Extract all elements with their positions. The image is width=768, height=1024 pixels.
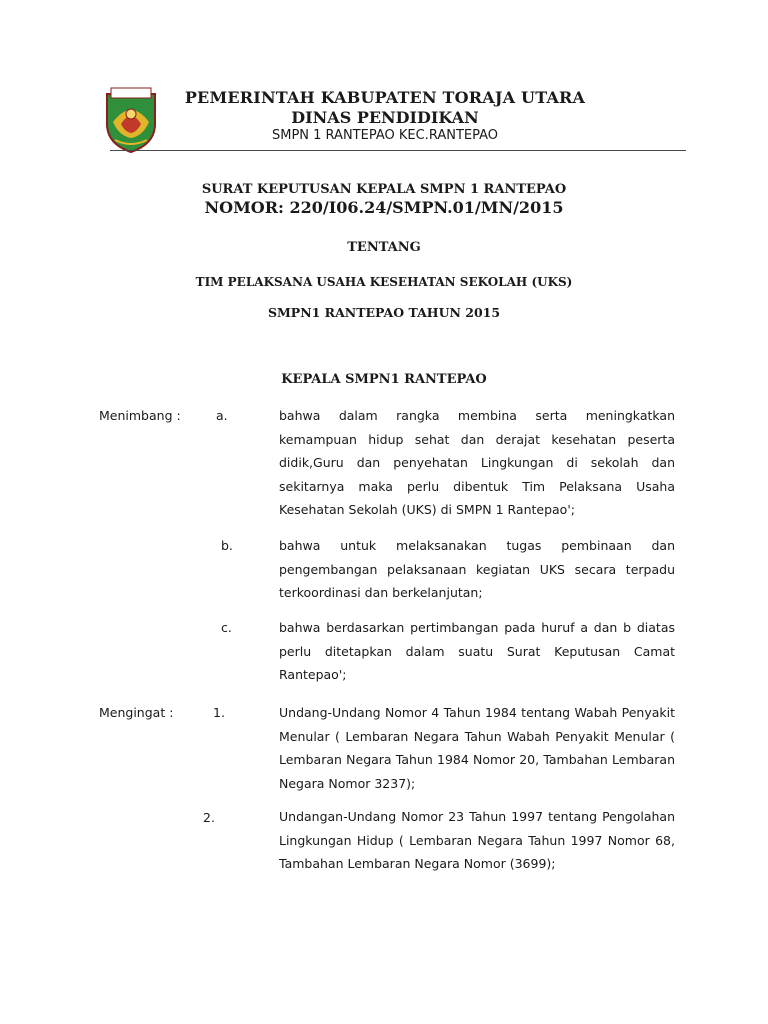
letterhead-school: SMPN 1 RANTEPAO KEC.RANTEPAO xyxy=(271,128,498,143)
clause-number: a. xyxy=(216,408,228,423)
menimbang-clause: bahwa untuk melaksanakan tugas pembinaan dan pengembangan pelaksanaan kegiatan UKS secara terpadu terkoordinasi dan berkelanjutan; xyxy=(279,538,675,600)
mengingat-clause: Undangan-Undang Nomor 23 Tahun 1997 tentang Pengolahan Lingkungan Hidup ( Lembaran Negara Tahun 1997 Nomor 68, Tambahan Lembaran Negara Nomor (3699); xyxy=(279,809,675,871)
clause-number: b. xyxy=(221,538,233,553)
menimbang-clause: bahwa dalam rangka membina serta meningkatkan kemampuan hidup sehat dan derajat kesehatan peserta didik,Guru dan penyehatan Lingkungan di sekolah dan sekitarnya maka perlu dibentuk Tim Pelaksana Usaha Kesehatan Sekolah (UKS) di SMPN 1 Rantepao'; xyxy=(279,408,675,517)
letterhead-department: DINAS PENDIDIKAN xyxy=(291,108,479,127)
clause-number: 1. xyxy=(213,705,225,720)
letterhead-divider xyxy=(110,150,686,151)
clause-number: 2. xyxy=(203,810,215,825)
letterhead-government: PEMERINTAH KABUPATEN TORAJA UTARA xyxy=(184,88,586,107)
decree-subject: TIM PELAKSANA USAHA KESEHATAN SEKOLAH (UKS) xyxy=(195,275,573,289)
clause-number: c. xyxy=(221,620,232,635)
decree-subject-year: SMPN1 RANTEPAO TAHUN 2015 xyxy=(267,305,501,320)
decree-title: SURAT KEPUTUSAN KEPALA SMPN 1 RANTEPAO xyxy=(201,182,567,197)
mengingat-label: Mengingat : xyxy=(99,705,174,720)
decree-about: TENTANG xyxy=(347,240,421,255)
decree-number: NOMOR: 220/I06.24/SMPN.01/MN/2015 xyxy=(204,198,564,217)
menimbang-label: Menimbang : xyxy=(99,408,181,423)
decree-head: KEPALA SMPN1 RANTEPAO xyxy=(281,372,487,387)
menimbang-clause: bahwa berdasarkan pertimbangan pada huruf a dan b diatas perlu ditetapkan dalam suatu Surat Keputusan Camat Rantepao'; xyxy=(279,620,675,682)
mengingat-clause: Undang-Undang Nomor 4 Tahun 1984 tentang Wabah Penyakit Menular ( Lembaran Negara Tahun Wabah Penyakit Menular ( Lembaran Negara Tahun 1984 Nomor 20, Tambahan Lembaran Negara Nomor 3237); xyxy=(279,705,675,791)
